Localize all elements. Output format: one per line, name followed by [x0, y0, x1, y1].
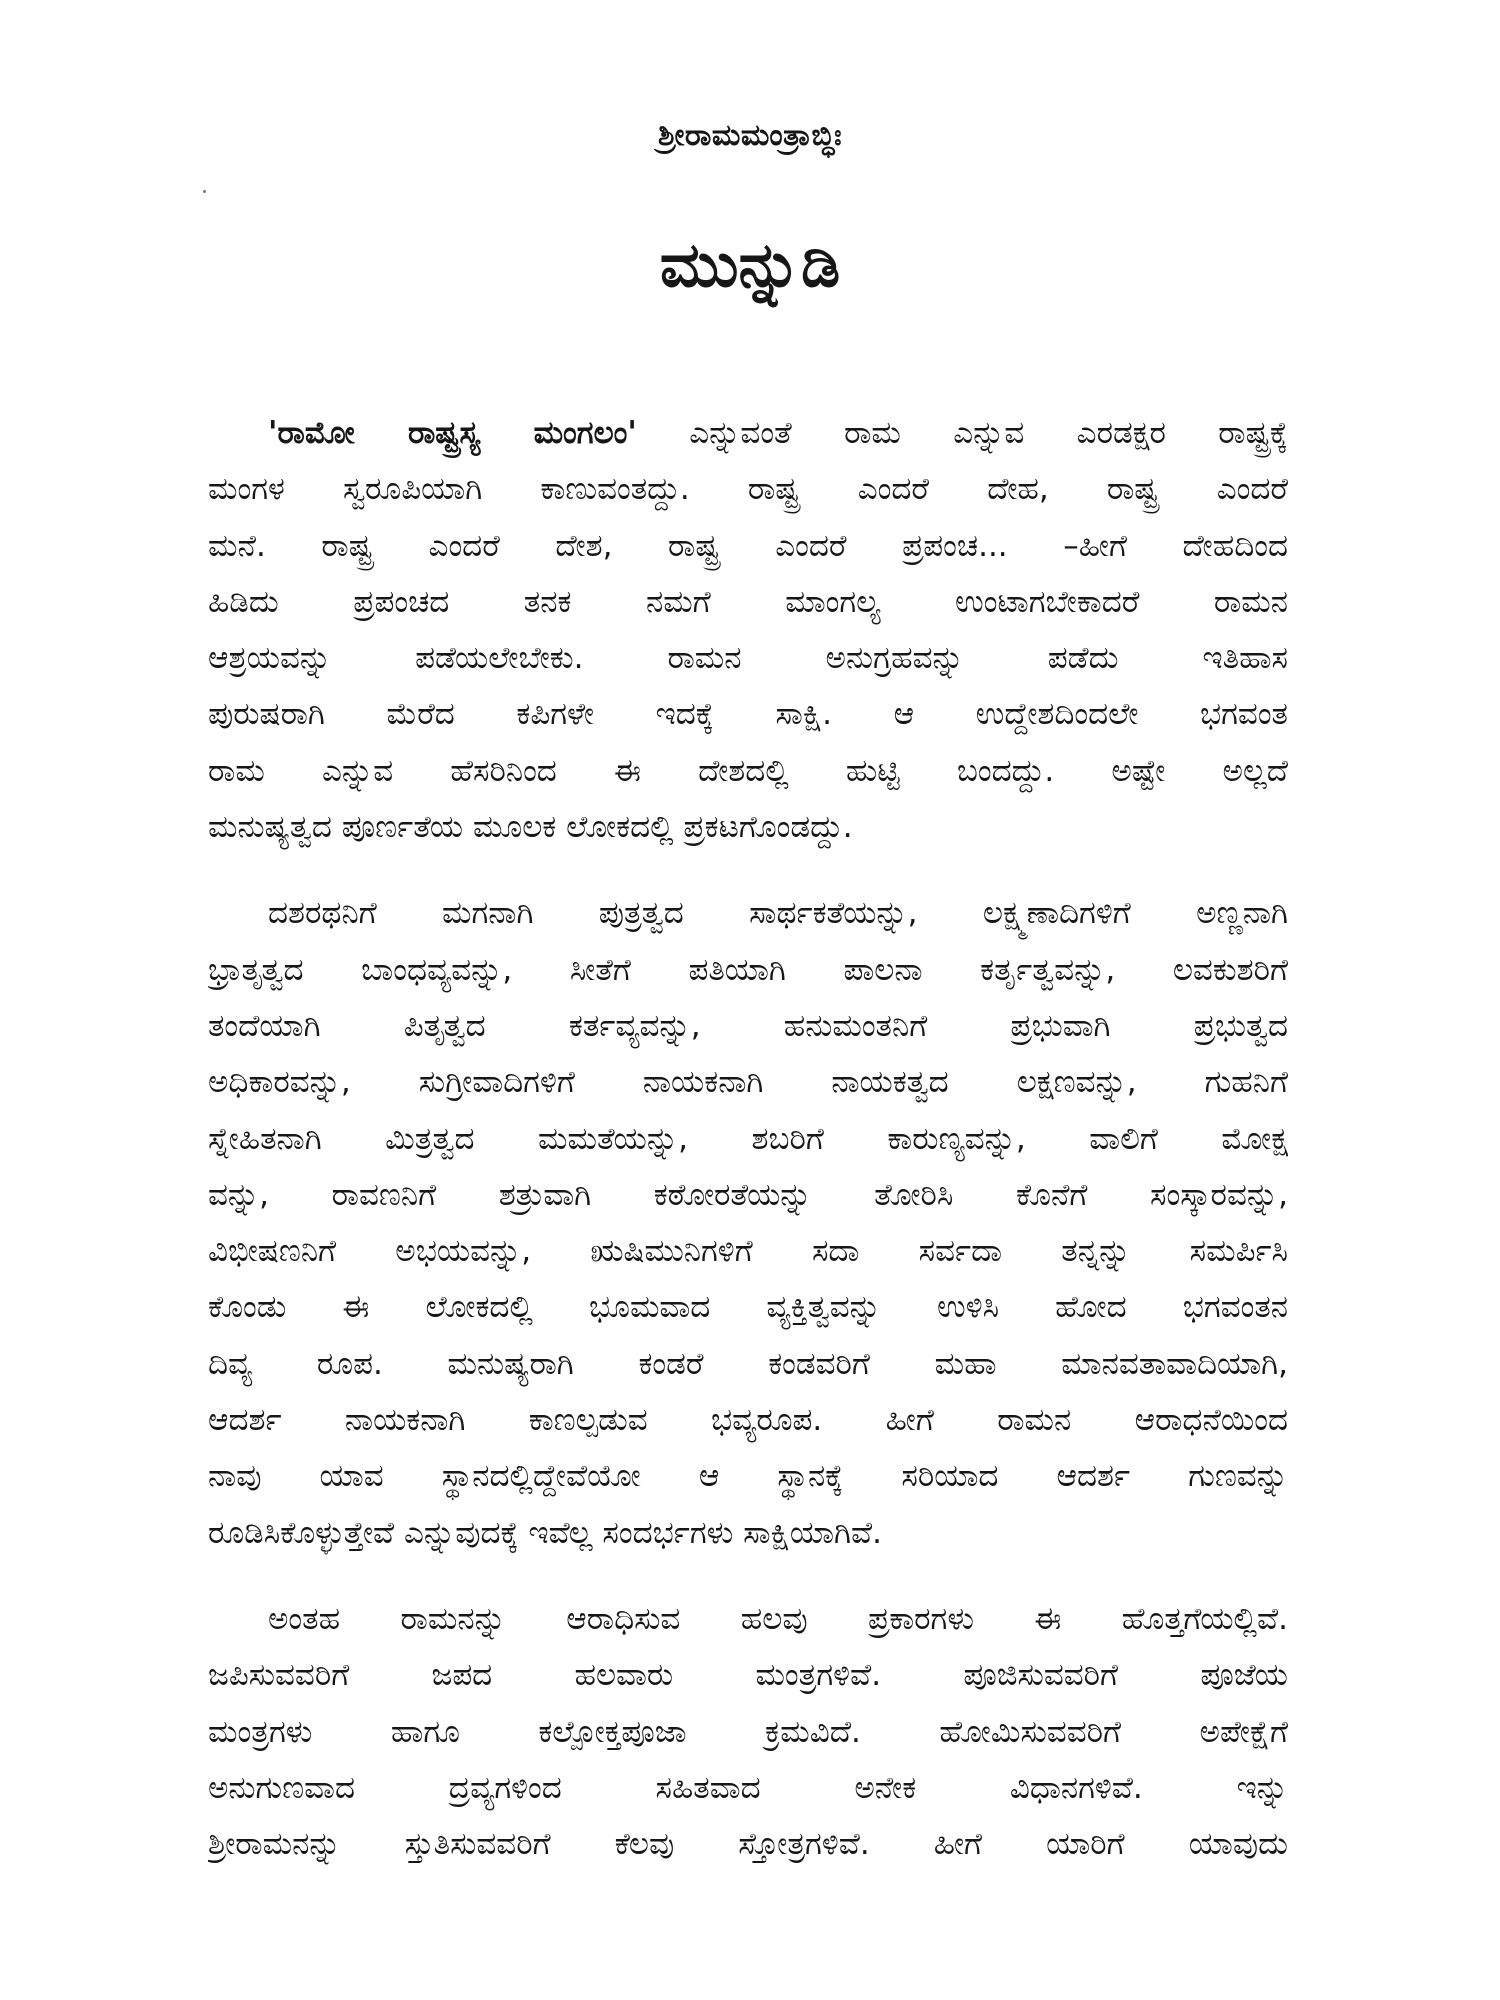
text-line-rest: ಎನ್ನುವಂತೆ ರಾಮ ಎನ್ನುವ ಎರಡಕ್ಷರ ರಾಷ್ಟ್ರಕ್ಕೆ — [636, 415, 1288, 451]
paragraph-2 — [208, 885, 1288, 1561]
text-line: ಸ್ನೇಹಿತನಾಗಿ ಮಿತ್ರತ್ವದ ಮಮತೆಯನ್ನು, ಶಬರಿಗೆ ಕಾರುಣ್ಯವನ್ನು, ವಾಲಿಗೆ ಮೋಕ್ಷ — [208, 1120, 1288, 1157]
text-line: ತಂದೆಯಾಗಿ ಪಿತೃತ್ವದ ಕರ್ತವ್ಯವನ್ನು, ಹನುಮಂತನಿಗೆ ಪ್ರಭುವಾಗಿ ಪ್ರಭುತ್ವದ — [208, 1007, 1288, 1044]
text-line: ಮಂತ್ರಗಳು ಹಾಗೂ ಕಲ್ಪೋಕ್ತಪೂಜಾ ಕ್ರಮವಿದೆ. ಹೋಮಿಸುವವರಿಗೆ ಅಪೇಕ್ಷೆಗೆ — [208, 1713, 1288, 1750]
text-line: ಆದರ್ಶ ನಾಯಕನಾಗಿ ಕಾಣಲ್ಪಡುವ ಭವ್ಯರೂಪ. ಹೀಗೆ ರಾಮನ ಆರಾಧನೆಯಿಂದ — [208, 1402, 1288, 1439]
text-line: ಮನುಷ್ಯತ್ವದ ಪೂರ್ಣತೆಯ ಮೂಲಕ ಲೋಕದಲ್ಲಿ ಪ್ರಕಟಗೊಂಡದ್ದು. — [208, 809, 853, 846]
text-line: ಪುರುಷರಾಗಿ ಮೆರೆದ ಕಪಿಗಳೇ ಇದಕ್ಕೆ ಸಾಕ್ಷಿ. ಆ ಉದ್ದೇಶದಿಂದಲೇ ಭಗವಂತ — [208, 696, 1288, 733]
paragraph-1 — [208, 405, 1288, 855]
text-line: ಅನುಗುಣವಾದ ದ್ರವ್ಯಗಳಿಂದ ಸಹಿತವಾದ ಅನೇಕ ವಿಧಾನಗಳಿವೆ. ಇನ್ನು — [208, 1769, 1288, 1806]
text-line: ಮನೆ. ರಾಷ್ಟ್ರ ಎಂದರೆ ದೇಶ, ರಾಷ್ಟ್ರ ಎಂದರೆ ಪ್ರಪಂಚ... –ಹೀಗೆ ದೇಹದಿಂದ — [208, 527, 1288, 564]
text-line: ನಾವು ಯಾವ ಸ್ಥಾನದಲ್ಲಿದ್ದೇವೆಯೋ ಆ ಸ್ಥಾನಕ್ಕೆ ಸರಿಯಾದ ಆದರ್ಶ ಗುಣವನ್ನು — [208, 1458, 1288, 1495]
text-line: ಮಂಗಳ ಸ್ವರೂಪಿಯಾಗಿ ಕಾಣುವಂತದ್ದು. ರಾಷ್ಟ್ರ ಎಂದರೆ ದೇಹ, ರಾಷ್ಟ್ರ ಎಂದರೆ — [208, 471, 1288, 508]
text-line: ಅಂತಹ ರಾಮನನ್ನು ಆರಾಧಿಸುವ ಹಲವು ಪ್ರಕಾರಗಳು ಈ ಹೊತ್ತಗೆಯಲ್ಲಿವೆ. — [268, 1600, 1288, 1637]
scan-speck — [203, 190, 206, 193]
text-line: ಜಪಿಸುವವರಿಗೆ ಜಪದ ಹಲವಾರು ಮಂತ್ರಗಳಿವೆ. ಪೂಜಿಸುವವರಿಗೆ ಪೂಜೆಯ — [208, 1657, 1288, 1694]
lead-quote: 'ರಾಮೋ ರಾಷ್ಟ್ರಸ್ಯ ಮಂಗಲಂ' — [268, 415, 637, 451]
text-line: ದಿವ್ಯ ರೂಪ. ಮನುಷ್ಯರಾಗಿ ಕಂಡರೆ ಕಂಡವರಿಗೆ ಮಹಾ ಮಾನವತಾವಾದಿಯಾಗಿ, — [208, 1345, 1288, 1382]
page-title: ಮುನ್ನುಡಿ — [659, 228, 841, 301]
body-text — [208, 405, 1288, 1902]
running-title: ಶ್ರೀರಾಮಮಂತ್ರಾಬ್ಧಿಃ — [657, 118, 843, 153]
text-line: ದಶರಥನಿಗೆ ಮಗನಾಗಿ ಪುತ್ರತ್ವದ ಸಾರ್ಥಕತೆಯನ್ನು, ಲಕ್ಷ್ಮಣಾದಿಗಳಿಗೆ ಅಣ್ಣನಾಗಿ — [268, 895, 1288, 932]
text-line: ವನ್ನು, ರಾವಣನಿಗೆ ಶತ್ರುವಾಗಿ ಕಠೋರತೆಯನ್ನು ತೋರಿಸಿ ಕೊನೆಗೆ ಸಂಸ್ಕಾರವನ್ನು, — [208, 1176, 1288, 1213]
text-line: ಶ್ರೀರಾಮನನ್ನು ಸ್ತುತಿಸುವವರಿಗೆ ಕೆಲವು ಸ್ತೋತ್ರಗಳಿವೆ. ಹೀಗೆ ಯಾರಿಗೆ ಯಾವುದು — [208, 1826, 1288, 1863]
text-line: ಅಧಿಕಾರವನ್ನು, ಸುಗ್ರೀವಾದಿಗಳಿಗೆ ನಾಯಕನಾಗಿ ನಾಯಕತ್ವದ ಲಕ್ಷಣವನ್ನು, ಗುಹನಿಗೆ — [208, 1064, 1288, 1101]
text-line: ಭ್ರಾತೃತ್ವದ ಬಾಂಧವ್ಯವನ್ನು, ಸೀತೆಗೆ ಪತಿಯಾಗಿ ಪಾಲನಾ ಕರ್ತೃತ್ವವನ್ನು, ಲವಕುಶರಿಗೆ — [208, 951, 1288, 988]
text-line: ರೂಡಿಸಿಕೊಳ್ಳುತ್ತೇವೆ ಎನ್ನುವುದಕ್ಕೆ ಇವೆಲ್ಲ ಸಂದರ್ಭಗಳು ಸಾಕ್ಷಿಯಾಗಿವೆ. — [208, 1514, 882, 1551]
paragraph-3 — [208, 1591, 1288, 1872]
text-line: ಹಿಡಿದು ಪ್ರಪಂಚದ ತನಕ ನಮಗೆ ಮಾಂಗಲ್ಯ ಉಂಟಾಗಬೇಕಾದರೆ ರಾಮನ — [208, 583, 1288, 620]
text-line: ವಿಭೀಷಣನಿಗೆ ಅಭಯವನ್ನು, ಋಷಿಮುನಿಗಳಿಗೆ ಸದಾ ಸರ್ವದಾ ತನ್ನನ್ನು ಸಮರ್ಪಿಸಿ — [208, 1233, 1288, 1270]
text-line — [208, 405, 1288, 461]
text-line: ಕೊಂಡು ಈ ಲೋಕದಲ್ಲಿ ಭೂಮವಾದ ವ್ಯಕ್ತಿತ್ವವನ್ನು ಉಳಿಸಿ ಹೋದ ಭಗವಂತನ — [208, 1289, 1288, 1326]
text-line: ರಾಮ ಎನ್ನುವ ಹೆಸರಿನಿಂದ ಈ ದೇಶದಲ್ಲಿ ಹುಟ್ಟಿ ಬಂದದ್ದು. ಅಷ್ಟೇ ಅಲ್ಲದೆ — [208, 752, 1288, 789]
text-line: ಆಶ್ರಯವನ್ನು ಪಡೆಯಲೇಬೇಕು. ರಾಮನ ಅನುಗ್ರಹವನ್ನು ಪಡೆದು ಇತಿಹಾಸ — [208, 640, 1288, 677]
